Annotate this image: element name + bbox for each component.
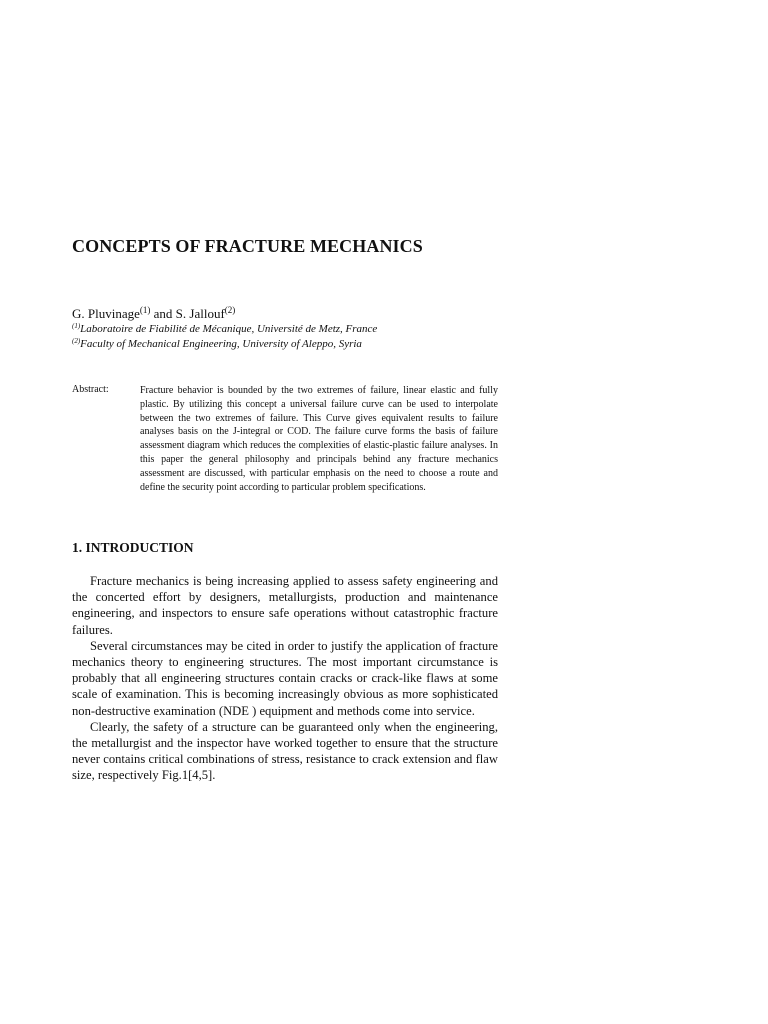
affiliation-1 bbox=[72, 323, 377, 335]
abstract-text: Fracture behavior is bounded by the two extremes of failure, linear elastic and fully plastic. By utilizing this concept a universal failure curve can be used to interpolate between the two extremes of failure. This Curve gives equivalent results to failure analyses basis on the J-integral or COD. The failure curve forms the basis of failure assessment diagram which reduces the complexities of elastic-plastic failure analyses. In this paper the general philosophy and principals behind any fracture mechanics assessment are discussed, with particular emphasis on the need to choose a route and define the security point according to particular problem specifications. bbox=[140, 385, 498, 493]
affiliation-text: Laboratoire de Fiabilité de Mécanique, Université de Metz, France bbox=[80, 323, 378, 335]
author-line bbox=[72, 306, 235, 322]
affiliation-marker: (2) bbox=[224, 305, 236, 315]
abstract-label: Abstract: bbox=[72, 384, 109, 395]
affiliation-marker: (1) bbox=[139, 305, 151, 315]
section-body bbox=[72, 573, 498, 784]
affiliation-marker: (1) bbox=[72, 322, 81, 330]
body-paragraph: Several circumstances may be cited in order to justify the application of fracture mechanics theory to engineering structures. The most important circumstance is probably that all engineering structures contain cracks or crack-like flaws at some scale of examination. This is becoming increasingly obvious as more sophisticated non-destructive examination (NDE ) equipment and methods come into service. bbox=[72, 638, 498, 718]
body-paragraph: Fracture mechanics is being increasing applied to assess safety engineering and the concerted effort by designers, metallurgists, production and maintenance engineering, and inspectors to ensure safe operations without catastrophic fracture failures. bbox=[72, 574, 498, 637]
author-conjunction: and bbox=[150, 306, 176, 321]
paper-title: CONCEPTS OF FRACTURE MECHANICS bbox=[72, 236, 423, 256]
affiliation-marker: (2) bbox=[72, 337, 81, 345]
author-name: G. Pluvinage bbox=[72, 306, 140, 321]
author-name: S. Jallouf bbox=[175, 306, 225, 321]
body-paragraph: Clearly, the safety of a structure can be guaranteed only when the engineering, the metallurgist and the inspector have worked together to ensure that the structure never contains critical combinations of stress, resistance to crack extension and flaw size, respectively Fig.1[4,5]. bbox=[72, 719, 498, 783]
section-heading: 1. INTRODUCTION bbox=[72, 540, 194, 555]
affiliation-2 bbox=[72, 338, 362, 350]
affiliation-text: Faculty of Mechanical Engineering, University of Aleppo, Syria bbox=[80, 338, 362, 350]
